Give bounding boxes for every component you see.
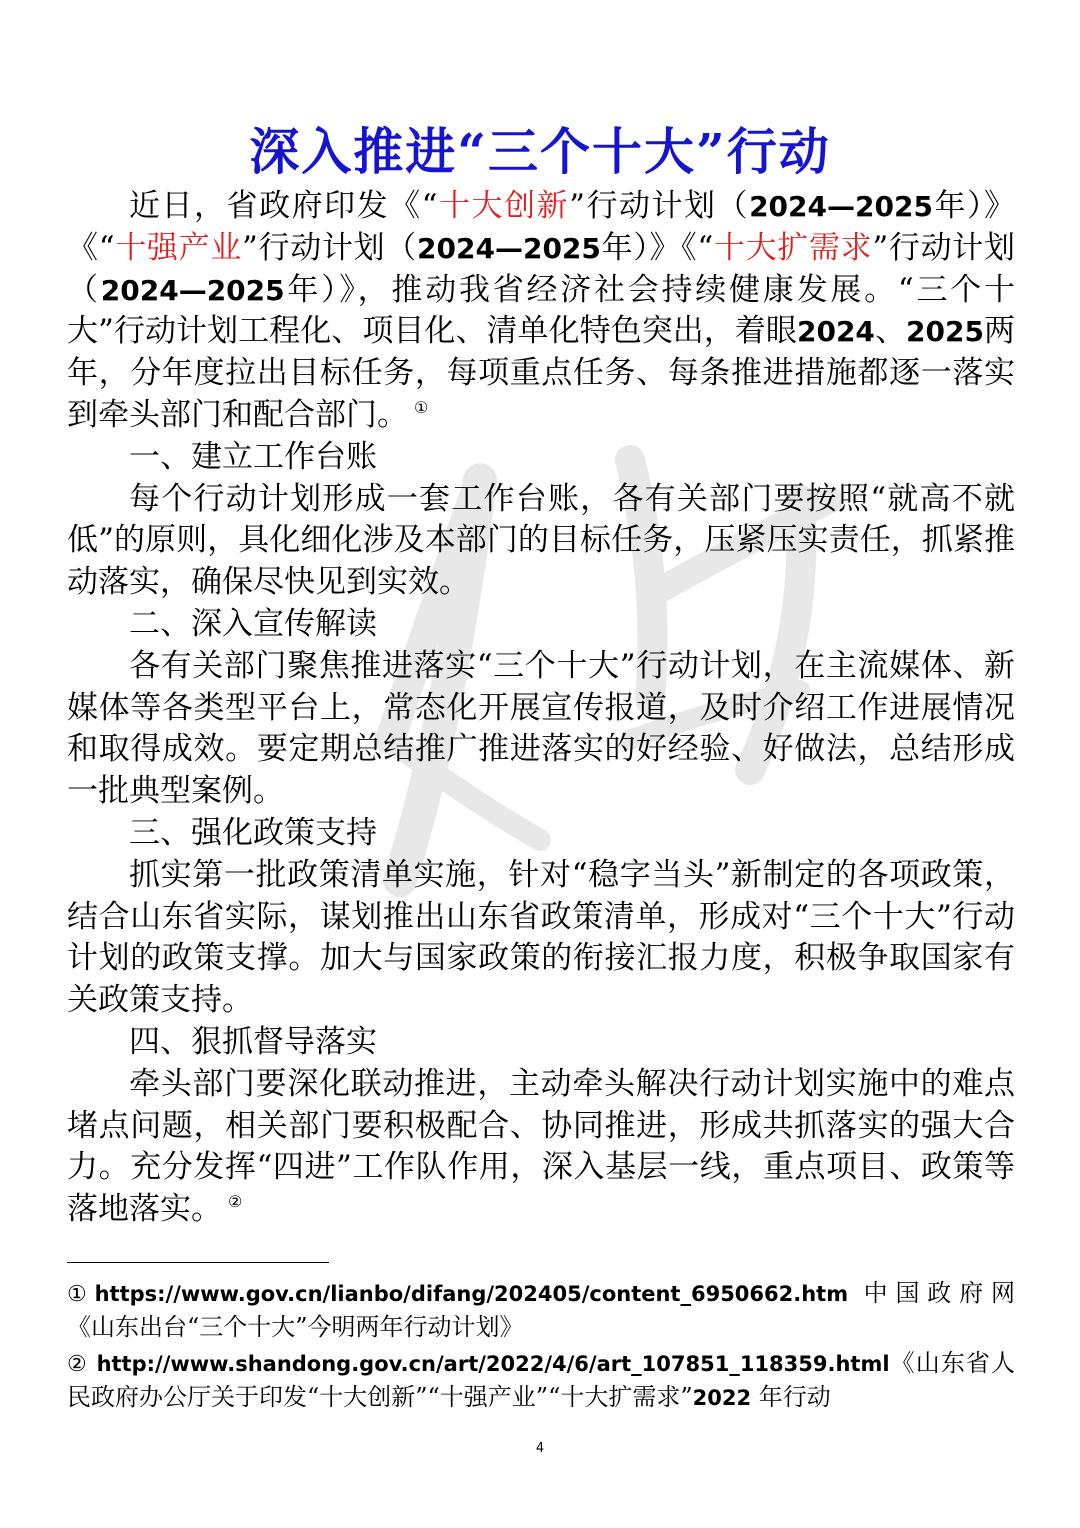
text-run: 年）》《“	[600, 229, 714, 266]
footnote-1	[67, 1277, 1015, 1344]
highlight-ten-innovations: 十大创新	[437, 188, 570, 224]
footnote-mark: ①	[67, 1282, 95, 1307]
year: 2025	[906, 315, 984, 349]
section-text-1: 每个行动计划形成一套工作台账，各有关部门要按照“就高不就低”的原则，具化细化涉及本部门的目标任务，压紧压实责任，抓紧推动落实，确保尽快见到实效。	[67, 480, 1015, 601]
text-run: 年）》《“	[67, 188, 1015, 266]
footnote-separator	[67, 1262, 329, 1263]
section-text-4	[67, 1064, 1015, 1231]
section-text-3: 抓实第一批政策清单实施，针对“稳字当头”新制定的各项政策，结合山东省实际，谋划推出山东省政策清单，形成对“三个十大”行动计划的政策支撑。加大与国家政策的衔接汇报力度，积极争取国家有关政策支持。	[67, 856, 1015, 1019]
footnote-mark: ②	[67, 1352, 88, 1377]
highlight-ten-industries: 十强产业	[114, 229, 243, 266]
text-run: 近日，省政府印发《“	[129, 188, 438, 224]
text-run: ”行动计划（	[569, 188, 750, 224]
text-run: 牵头部门要深化联动推进，主动牵头解决行动计划实施中的难点堵点问题，相关部门要积极配合、协同推进，形成共抓落实的强大合力。充分发挥“四进”工作队作用，深入基层一线，重点项目、政策等落地落实。	[67, 1065, 1015, 1228]
text-run: ”行动计划（	[242, 229, 418, 266]
article-body	[67, 186, 1015, 1231]
highlight-ten-demands: 十大扩需求	[713, 229, 873, 266]
section-text-2: 各有关部门聚焦推进落实“三个十大”行动计划，在主流媒体、新媒体等各类型平台上，常态化开展宣传报道，及时介绍工作进展情况和取得成效。要定期总结推广推进落实的好经验、好做法，总结形成一批典型案例。	[67, 647, 1015, 810]
footnote-text: 《山东省人民政府办公厅关于印发“十大创新”“十强产业”“十大扩需求”	[67, 1349, 1016, 1411]
year-range: 2024—2025	[100, 273, 285, 307]
text-run: ”行动计划（	[67, 229, 1015, 308]
section-heading-3: 三、强化政策支持	[129, 814, 377, 851]
footnote-link[interactable]: https://www.gov.cn/lianbo/difang/202405/content_6950662.htm	[94, 1282, 849, 1306]
footnote-text: 年行动	[758, 1383, 831, 1411]
footnote-text: 中国政府网《山东出台“三个十大”今明两年行动计划》	[67, 1279, 1015, 1341]
section-heading-4: 四、狠抓督导落实	[129, 1023, 377, 1060]
text-run: 两年，分年度拉出目标任务，每项重点任务、每条推进措施都逐一落实到牵头部门和配合部门。	[67, 313, 1015, 433]
text-run: 、	[874, 313, 907, 350]
year-range: 2024—2025	[749, 190, 933, 223]
year-range: 2024—2025	[417, 231, 601, 265]
page-title: 深入推进“三个十大”行动	[249, 122, 831, 181]
text-run: 年）》，推动我省经济社会持续健康发展。“三个十大”行动计划工程化、项目化、清单化特色突出，着眼	[67, 271, 1015, 350]
footnote-2	[67, 1347, 1015, 1415]
year: 2024	[796, 315, 875, 349]
section-heading-2: 二、深入宣传解读	[129, 605, 377, 642]
footnote-year: 2022	[692, 1386, 752, 1410]
footnote-ref-1[interactable]: ①	[414, 397, 429, 417]
footnote-link[interactable]: http://www.shandong.gov.cn/art/2022/4/6/art_107851_118359.html	[96, 1352, 890, 1376]
footnote-ref-2[interactable]: ②	[228, 1192, 243, 1212]
intro-paragraph	[67, 186, 1015, 437]
page-number: 4	[535, 1441, 545, 1456]
section-heading-1: 一、建立工作台账	[129, 438, 377, 475]
